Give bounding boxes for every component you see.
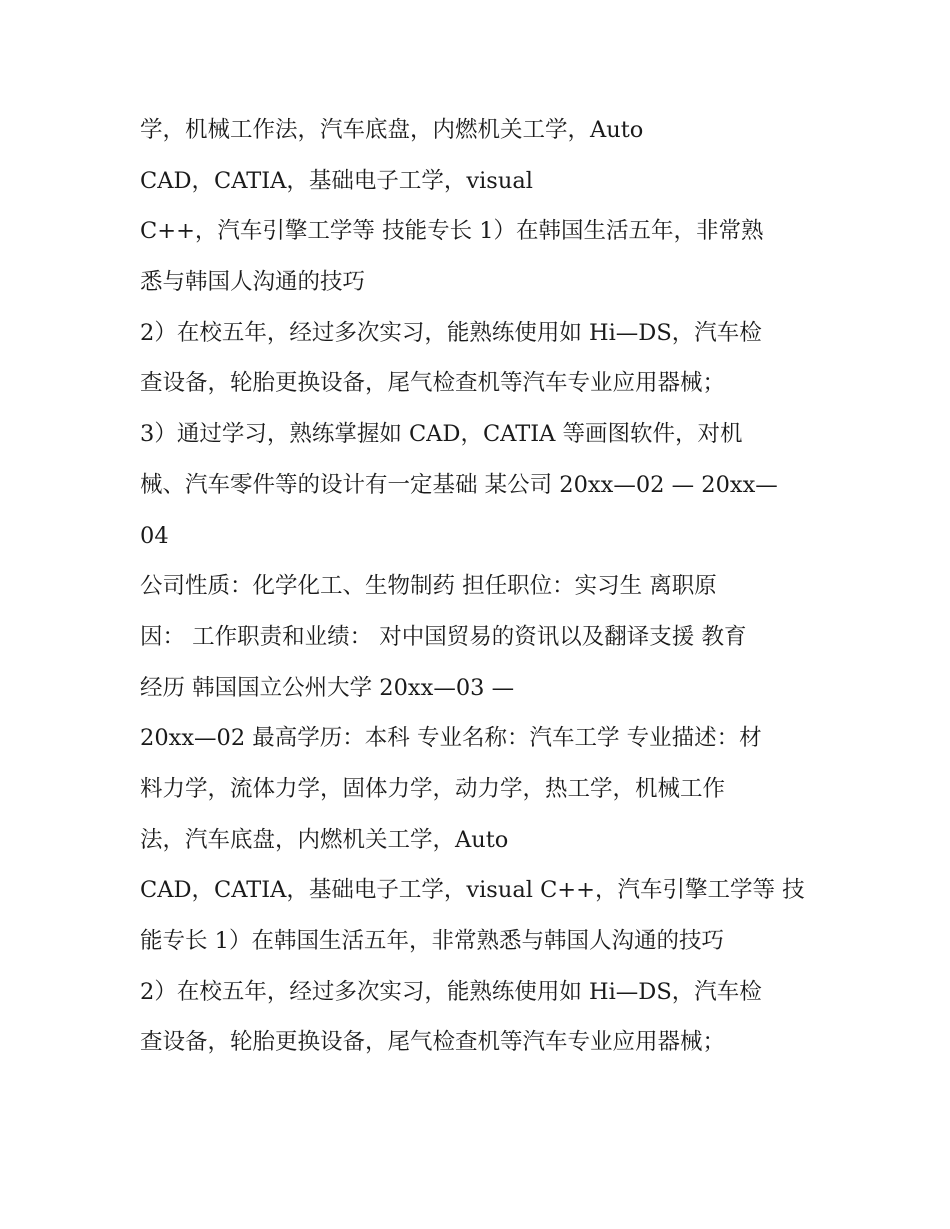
text-line: CAD，CATIA，基础电子工学，visual: [140, 167, 533, 194]
text-line: C++，汽车引擎工学等 技能专长 1）在韩国生活五年，非常熟: [140, 218, 764, 245]
text-line: 2）在校五年，经过多次实习，能熟练使用如 Hi—DS，汽车检: [140, 319, 762, 346]
text-line: 20xx—02 最高学历：本科 专业名称：汽车工学 专业描述：材: [140, 725, 762, 752]
text-line: 械、汽车零件等的设计有一定基础 某公司 20xx—02 — 20xx—: [140, 471, 778, 498]
text-line: 料力学，流体力学，固体力学，动力学，热工学，机械工作: [140, 775, 726, 802]
text-line: 因： 工作职责和业绩： 对中国贸易的资讯以及翻译支援 教育: [140, 623, 747, 650]
text-line: 2）在校五年，经过多次实习，能熟练使用如 Hi—DS，汽车检: [140, 978, 762, 1005]
text-line: 查设备，轮胎更换设备，尾气检查机等汽车专业应用器械；: [140, 1029, 726, 1056]
text-line: 04: [140, 522, 169, 549]
body-text: [140, 105, 820, 1068]
text-line: 能专长 1）在韩国生活五年，非常熟悉与韩国人沟通的技巧: [140, 928, 724, 954]
text-line: 悉与韩国人沟通的技巧: [140, 269, 366, 296]
text-line: CAD，CATIA，基础电子工学，visual C++，汽车引擎工学等 技: [140, 877, 805, 904]
text-line: 查设备，轮胎更换设备，尾气检查机等汽车专业应用器械；: [140, 370, 726, 397]
text-line: 公司性质：化学化工、生物制药 担任职位：实习生 离职原: [140, 573, 717, 600]
text-line: 3）通过学习，熟练掌握如 CAD，CATIA 等画图软件，对机: [140, 421, 743, 448]
text-line: 学，机械工作法，汽车底盘，内燃机关工学，Auto: [140, 117, 644, 143]
text-line: 法，汽车底盘，内燃机关工学，Auto: [140, 826, 509, 853]
text-line: 经历 韩国国立公州大学 20xx—03 —: [140, 674, 515, 701]
